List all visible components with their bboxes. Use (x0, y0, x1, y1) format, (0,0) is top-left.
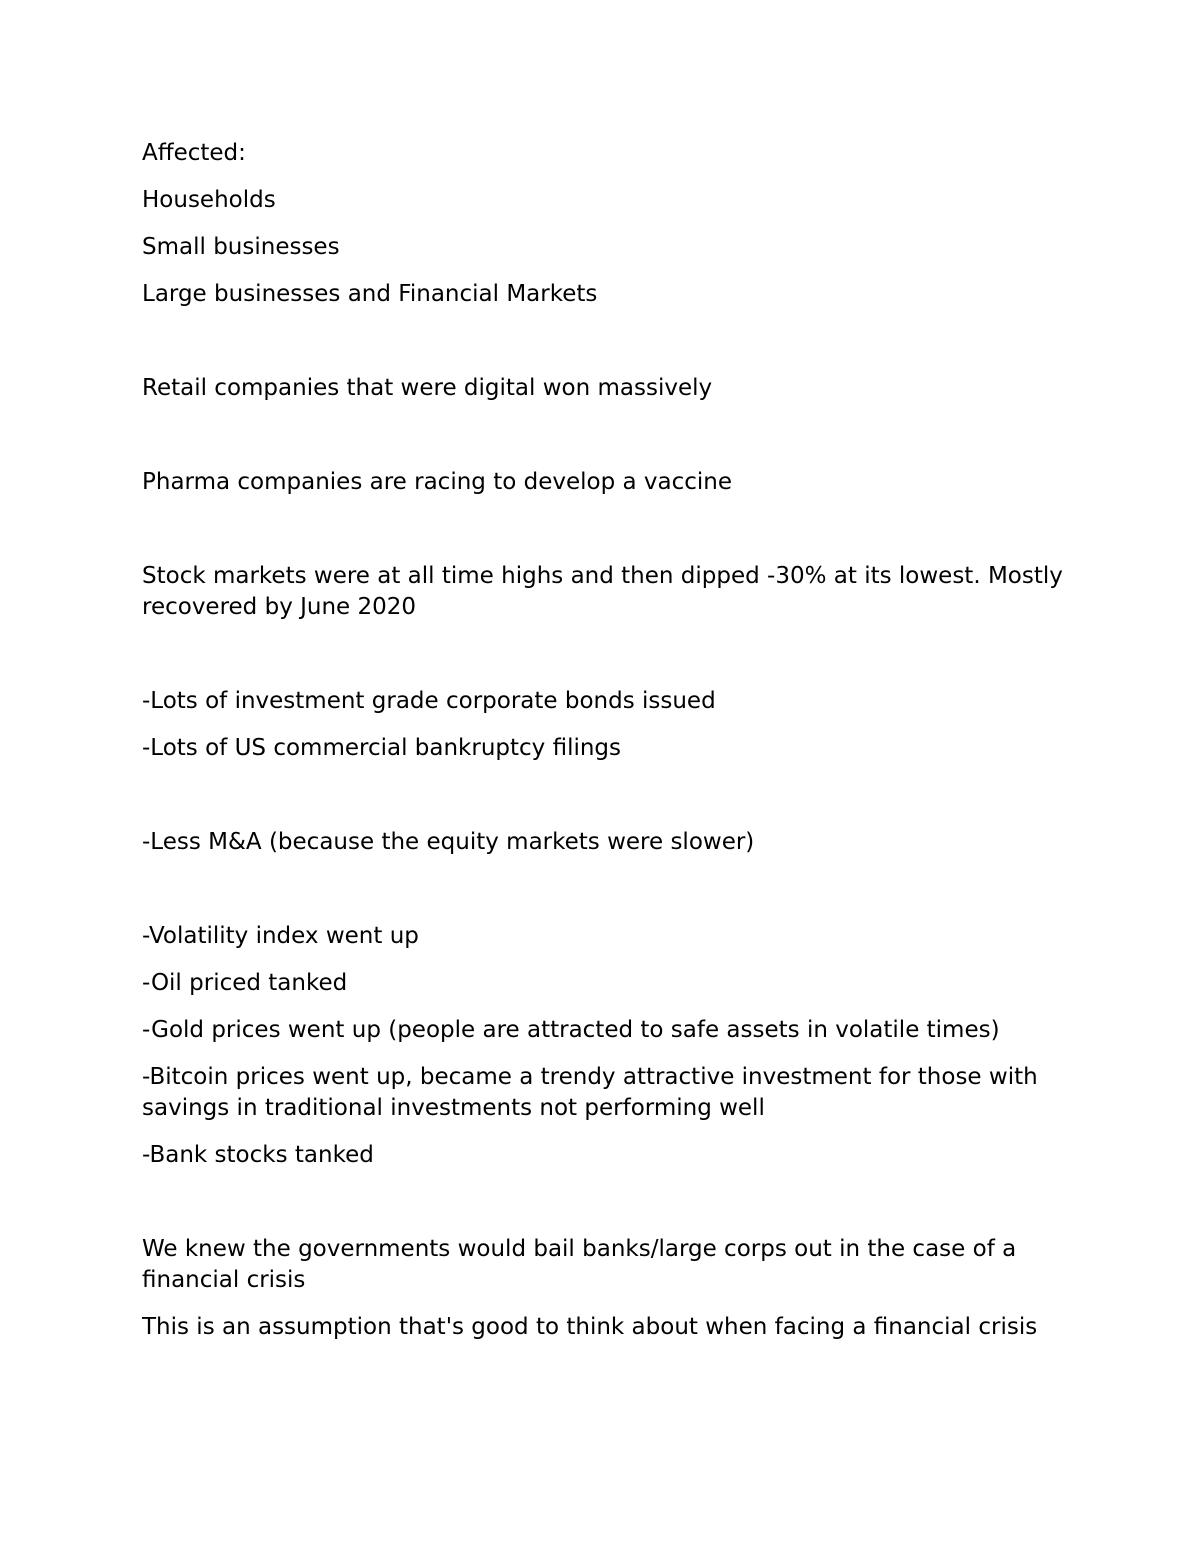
paragraph-bank-stocks: -Bank stocks tanked (142, 1142, 374, 1168)
paragraph-small-businesses: Small businesses (142, 234, 340, 260)
blank-line (142, 874, 1102, 905)
paragraph-oil: -Oil priced tanked (142, 970, 348, 996)
paragraph-volatility: -Volatility index went up (142, 923, 419, 949)
blank-line (142, 780, 1102, 811)
paragraph-gold: -Gold prices went up (people are attracted to safe assets in volatile times) (142, 1017, 1000, 1043)
paragraph-stock-markets: Stock markets were at all time highs and then dipped -30% at its lowest. Mostly recovered by June 2020 (142, 563, 1063, 620)
paragraph-bitcoin: -Bitcoin prices went up, became a trendy attractive investment for those with savings in traditional investments not performing well (142, 1064, 1038, 1121)
paragraph-bailout: We knew the governments would bail banks/large corps out in the case of a financial crisis (142, 1236, 1017, 1293)
paragraph-retail: Retail companies that were digital won massively (142, 375, 713, 401)
paragraph-large-businesses: Large businesses and Financial Markets (142, 281, 598, 307)
document-body (142, 138, 1102, 1359)
blank-line (142, 1187, 1102, 1218)
paragraph-m-and-a: -Less M&A (because the equity markets were slower) (142, 829, 755, 855)
paragraph-corporate-bonds: -Lots of investment grade corporate bonds issued (142, 688, 716, 714)
paragraph-assumption: This is an assumption that's good to think about when facing a financial crisis (142, 1314, 1038, 1340)
paragraph-affected-heading: Affected: (142, 140, 246, 166)
paragraph-households: Households (142, 187, 276, 213)
paragraph-bankruptcy: -Lots of US commercial bankruptcy filings (142, 735, 622, 761)
blank-line (142, 420, 1102, 451)
blank-line (142, 326, 1102, 357)
blank-line (142, 639, 1102, 670)
blank-line (142, 514, 1102, 545)
paragraph-pharma: Pharma companies are racing to develop a vaccine (142, 469, 733, 495)
